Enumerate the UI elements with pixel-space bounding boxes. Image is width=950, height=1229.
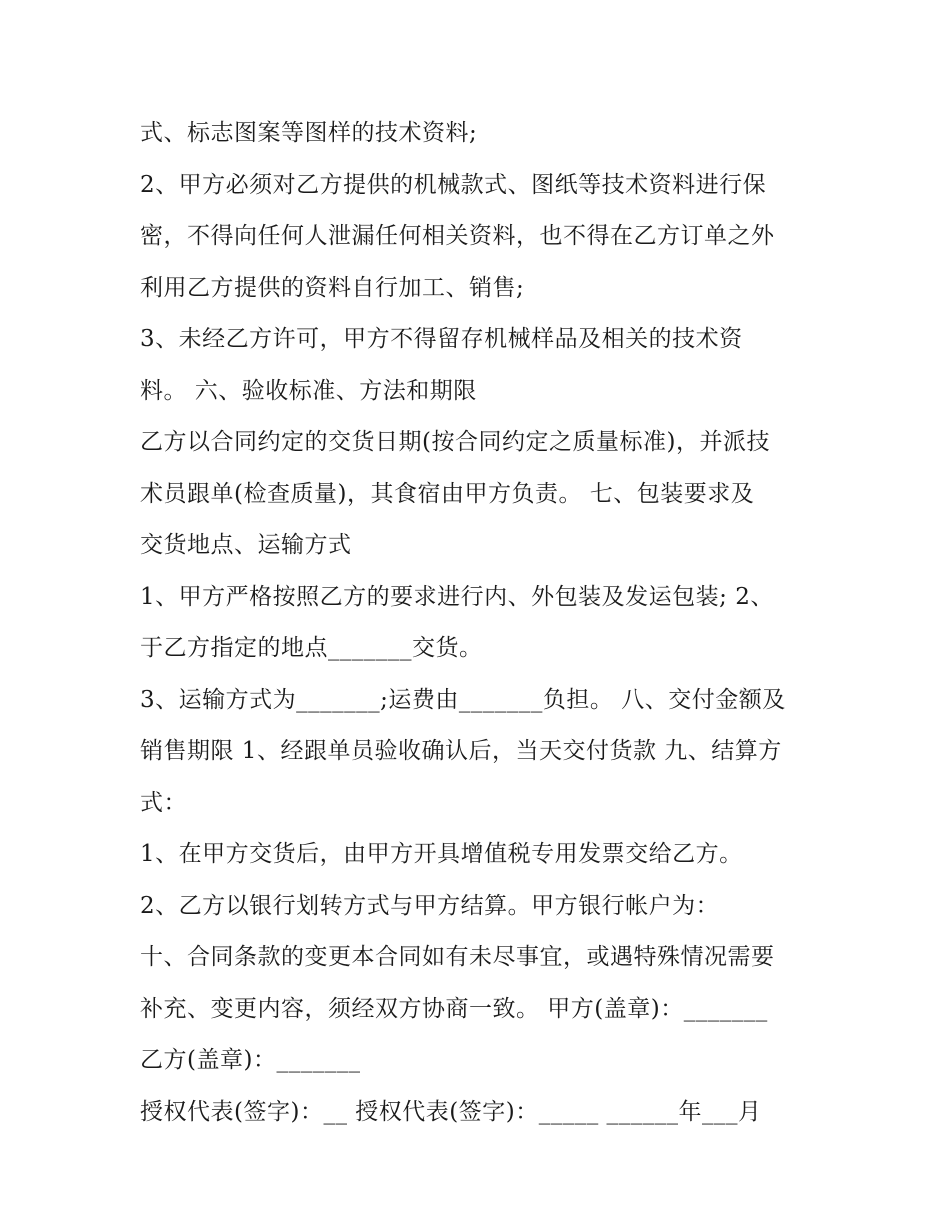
text-line: 利用乙方提供的资料自行加工、销售; bbox=[140, 274, 525, 301]
text-line: 术员跟单(检查质量)，其食宿由甲方负责。 七、包装要求及 bbox=[140, 480, 755, 507]
text-line: 销售期限 1、经跟单员验收确认后，当天交付货款 九、结算方 bbox=[140, 738, 782, 764]
text-line: 乙方以合同约定的交货日期(按合同约定之质量标准)，并派技 bbox=[140, 429, 770, 455]
signature-line-party-a: 补充、变更内容，须经双方协商一致。 甲方(盖章)：_______ bbox=[140, 995, 768, 1022]
section-heading-line: 料。 六、验收标准、方法和期限 bbox=[140, 377, 477, 404]
text-line: 1、甲方严格按照乙方的要求进行内、外包装及发运包装; 2、 bbox=[140, 583, 774, 610]
text-line: 交货地点、运输方式 bbox=[140, 532, 352, 558]
text-line: 2、乙方以银行划转方式与甲方结算。甲方银行帐户为： bbox=[140, 892, 720, 919]
text-line: 密，不得向任何人泄漏任何相关资料，也不得在乙方订单之外 bbox=[140, 223, 775, 249]
text-line: 式： bbox=[140, 789, 187, 816]
signature-line-party-b: 乙方(盖章)：_______ bbox=[140, 1047, 361, 1073]
text-line: 于乙方指定的地点_______交货。 bbox=[140, 635, 483, 661]
text-line: 十、合同条款的变更本合同如有未尽事宜，或遇特殊情况需要 bbox=[140, 944, 775, 970]
authorized-representative-line: 授权代表(签字)：__ 授权代表(签字)：_____ ______年___月 bbox=[140, 1098, 762, 1125]
contract-text-body bbox=[140, 108, 830, 1138]
text-line: 式、标志图案等图样的技术资料; bbox=[140, 120, 478, 146]
text-line: 2、甲方必须对乙方提供的机械款式、图纸等技术资料进行保 bbox=[140, 171, 767, 198]
text-line: 1、在甲方交货后，由甲方开具增值税专用发票交给乙方。 bbox=[140, 841, 743, 867]
text-line: 3、运输方式为_______;运费由_______负担。 八、交付金额及 bbox=[140, 686, 786, 713]
text-line: 3、未经乙方许可，甲方不得留存机械样品及相关的技术资 bbox=[140, 326, 743, 352]
